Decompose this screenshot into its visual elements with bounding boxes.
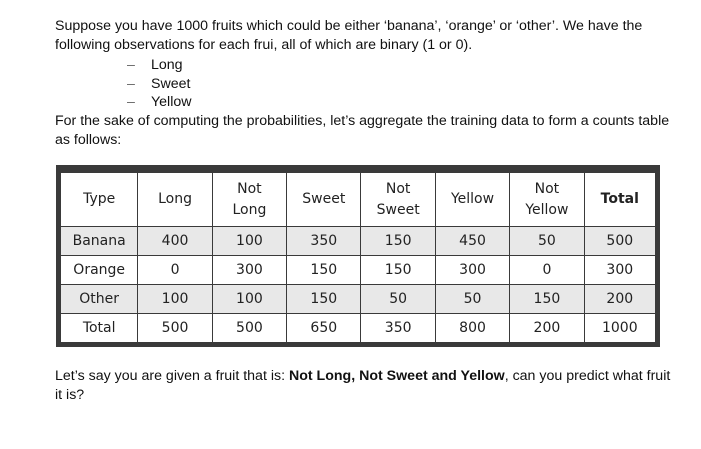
list-item bbox=[125, 56, 192, 75]
header-yellow: Yellow bbox=[435, 173, 509, 227]
table-cell: 300 bbox=[584, 256, 655, 285]
header-sweet: Sweet bbox=[287, 173, 361, 227]
table-row bbox=[61, 285, 656, 314]
table-cell: Other bbox=[61, 285, 138, 314]
aggregate-paragraph: For the sake of computing the probabilities, let’s aggregate the training data to form a counts table as follows: bbox=[55, 113, 670, 148]
table-cell: 50 bbox=[435, 285, 509, 314]
table-cell: Banana bbox=[61, 227, 138, 256]
question-bold: Not Long, Not Sweet and Yellow bbox=[288, 368, 505, 384]
observation-list bbox=[125, 56, 192, 112]
question-prefix: Let’s say you are given a fruit that is: bbox=[55, 368, 289, 384]
table-cell: Total bbox=[61, 314, 138, 343]
table-cell: 50 bbox=[510, 227, 584, 256]
table-cell: 150 bbox=[361, 227, 435, 256]
question-paragraph bbox=[55, 367, 675, 405]
table-cell: 650 bbox=[287, 314, 361, 343]
list-item-label: Yellow bbox=[151, 94, 192, 110]
table-row bbox=[61, 256, 656, 285]
table-cell: 150 bbox=[287, 256, 361, 285]
table-cell: 50 bbox=[361, 285, 435, 314]
table-row bbox=[61, 227, 656, 256]
table-cell: Orange bbox=[61, 256, 138, 285]
table-cell: 500 bbox=[212, 314, 286, 343]
question-suffix: , can you predict what fruit it is? bbox=[55, 368, 671, 403]
table-cell: 200 bbox=[584, 285, 655, 314]
table-cell: 100 bbox=[212, 285, 286, 314]
list-item-label: Sweet bbox=[151, 75, 191, 92]
table-cell: 100 bbox=[212, 227, 286, 256]
header-total: Total bbox=[584, 173, 655, 227]
header-not-sweet: Not Sweet bbox=[361, 173, 435, 227]
table-cell: 0 bbox=[138, 256, 212, 285]
table-cell: 100 bbox=[138, 285, 212, 314]
table-cell: 500 bbox=[584, 227, 655, 256]
dash-bullet: – bbox=[127, 75, 135, 92]
table-cell: 150 bbox=[287, 285, 361, 314]
table-cell: 800 bbox=[435, 314, 509, 343]
header-type: Type bbox=[61, 173, 138, 227]
header-not-long: Not Long bbox=[212, 173, 286, 227]
counts-table bbox=[60, 172, 656, 343]
header-long: Long bbox=[138, 173, 212, 227]
table-cell: 350 bbox=[287, 227, 361, 256]
table-cell: 150 bbox=[510, 285, 584, 314]
table-cell: 200 bbox=[510, 314, 584, 343]
dash-bullet: – bbox=[127, 57, 135, 73]
header-not-yellow: Not Yellow bbox=[510, 173, 584, 227]
table-row bbox=[61, 314, 656, 343]
table-cell: 300 bbox=[435, 256, 509, 285]
table-cell: 450 bbox=[435, 227, 509, 256]
table-cell: 500 bbox=[138, 314, 212, 343]
counts-table-frame bbox=[56, 165, 660, 347]
dash-bullet: – bbox=[127, 94, 135, 110]
table-cell: 0 bbox=[510, 256, 584, 285]
table-cell: 300 bbox=[212, 256, 286, 285]
table-cell: 350 bbox=[361, 314, 435, 343]
list-item-label: Long bbox=[151, 57, 183, 73]
table-cell: 400 bbox=[138, 227, 212, 256]
table-cell: 1000 bbox=[584, 314, 655, 343]
table-cell: 150 bbox=[361, 256, 435, 285]
table-header-row bbox=[61, 173, 656, 227]
intro-paragraph: Suppose you have 1000 fruits which could be either ‘banana’, ‘orange’ or ‘other’. We have the following observations for each frui, all of which are binary (1 or 0). bbox=[55, 18, 643, 53]
list-item bbox=[125, 93, 192, 112]
list-item bbox=[125, 75, 192, 94]
